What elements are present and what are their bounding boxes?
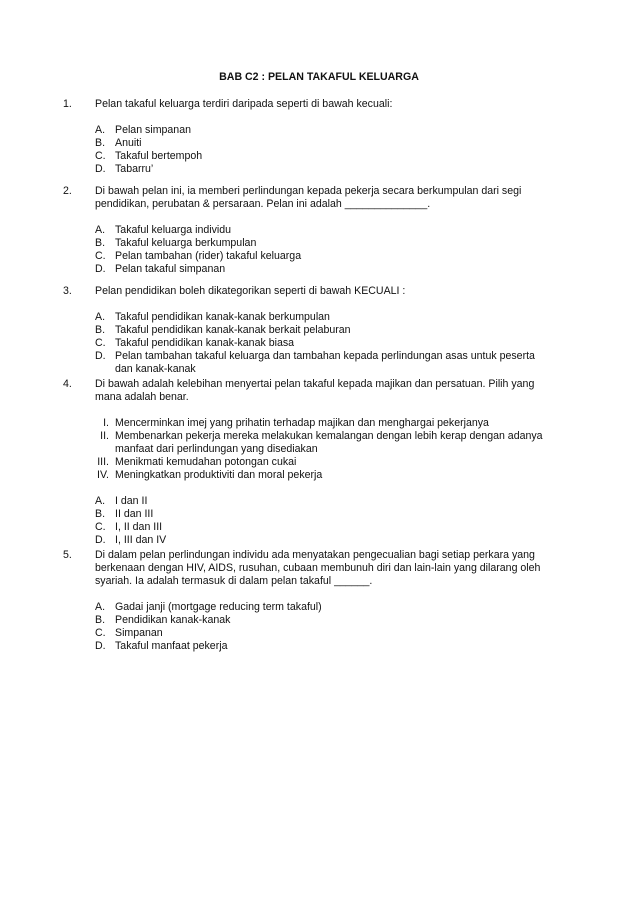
statement-text: Membenarkan pekerja mereka melakukan kemalangan dengan lebih kerap dengan adanya manfaat dari perlindungan yang disediakan: [115, 430, 543, 455]
option-a: [95, 495, 553, 508]
option-letter: A.: [95, 224, 106, 236]
question-number: 2.: [63, 185, 72, 197]
option-letter: C.: [95, 150, 106, 162]
option-d: [95, 350, 553, 376]
statement-ii: [95, 430, 553, 456]
option-text: Pelan tambahan (rider) takaful keluarga: [115, 250, 302, 262]
question-4: [63, 378, 553, 547]
option-text: I dan II: [115, 495, 148, 507]
option-list: [95, 311, 553, 376]
document-title: BAB C2 : PELAN TAKAFUL KELUARGA: [219, 71, 419, 83]
option-a: [95, 224, 553, 237]
option-letter: B.: [95, 508, 106, 520]
option-text: Tabarru’: [115, 163, 154, 175]
option-letter: A.: [95, 124, 106, 136]
option-list: [95, 495, 553, 547]
question-number: 5.: [63, 549, 72, 561]
option-text: Gadai janji (mortgage reducing term takaful): [115, 601, 322, 613]
option-list: [95, 124, 553, 176]
option-text: Pelan simpanan: [115, 124, 191, 136]
option-text: Takaful keluarga berkumpulan: [115, 237, 257, 249]
option-letter: B.: [95, 137, 106, 149]
option-d: [95, 263, 553, 276]
statement-text: Meningkatkan produktiviti dan moral pekerja: [115, 469, 323, 481]
question-2: [63, 185, 553, 276]
option-text: Takaful bertempoh: [115, 150, 203, 162]
option-c: [95, 627, 553, 640]
option-a: [95, 124, 553, 137]
option-letter: D.: [95, 640, 106, 652]
option-b: [95, 508, 553, 521]
question-text: Pelan takaful keluarga terdiri daripada seperti di bawah kecuali:: [95, 98, 393, 110]
option-text: Takaful keluarga individu: [115, 224, 232, 236]
option-d: [95, 163, 553, 176]
option-list: [95, 601, 553, 653]
statement-i: [95, 417, 553, 430]
option-letter: C.: [95, 521, 106, 533]
statement-list: [95, 417, 553, 482]
option-d: [95, 640, 553, 653]
option-letter: B.: [95, 237, 106, 249]
question-number: 4.: [63, 378, 72, 390]
statement-text: Mencerminkan imej yang prihatin terhadap majikan dan menghargai pekerjanya: [115, 417, 489, 429]
question-text: Pelan pendidikan boleh dikategorikan seperti di bawah KECUALI :: [95, 285, 406, 297]
option-letter: B.: [95, 614, 106, 626]
option-letter: D.: [95, 534, 106, 546]
option-letter: C.: [95, 627, 106, 639]
option-text: Takaful pendidikan kanak-kanak biasa: [115, 337, 295, 349]
option-text: II dan III: [115, 508, 154, 520]
statement-numeral: I.: [103, 417, 109, 429]
option-letter: D.: [95, 263, 106, 275]
option-text: I, II dan III: [115, 521, 163, 533]
option-b: [95, 137, 553, 150]
question-text: Di bawah adalah kelebihan menyertai pelan takaful kepada majikan dan persatuan. Pilih yang mana adalah benar.: [95, 378, 535, 403]
question-1: [63, 98, 553, 176]
option-text: Takaful pendidikan kanak-kanak berkait pelaburan: [115, 324, 351, 336]
option-d: [95, 534, 553, 547]
question-5: [63, 549, 553, 653]
option-text: I, III dan IV: [115, 534, 167, 546]
question-number: 3.: [63, 285, 72, 297]
option-text: Simpanan: [115, 627, 163, 639]
option-text: Takaful pendidikan kanak-kanak berkumpulan: [115, 311, 330, 323]
option-text: Anuiti: [115, 137, 142, 149]
option-b: [95, 324, 553, 337]
option-c: [95, 250, 553, 263]
option-letter: B.: [95, 324, 106, 336]
question-3: [63, 285, 553, 376]
question-text: Di dalam pelan perlindungan individu ada menyatakan pengecualian bagi setiap perkara yang berkenaan dengan HIV, AIDS, rusuhan, cubaan membunuh diri dan lain-lain yang dilarang oleh syariah. Ia adalah termasuk di dalam pelan takaful ______.: [95, 549, 541, 587]
option-text: Pelan takaful simpanan: [115, 263, 226, 275]
statement-iv: [95, 469, 553, 482]
option-text: Pelan tambahan takaful keluarga dan tambahan kepada perlindungan asas untuk peserta dan kanak-kanak: [115, 350, 535, 375]
question-text: Di bawah pelan ini, ia memberi perlindungan kepada pekerja secara berkumpulan dari segi pendidikan, perubatan & persaraan. Pelan ini adalah ______________.: [95, 185, 522, 210]
statement-numeral: II.: [100, 430, 109, 442]
option-c: [95, 150, 553, 163]
statement-numeral: III.: [97, 456, 109, 468]
option-c: [95, 521, 553, 534]
option-letter: A.: [95, 601, 106, 613]
option-a: [95, 311, 553, 324]
option-letter: D.: [95, 163, 106, 175]
option-a: [95, 601, 553, 614]
option-letter: D.: [95, 350, 106, 362]
question-number: 1.: [63, 98, 72, 110]
option-b: [95, 614, 553, 627]
option-text: Takaful manfaat pekerja: [115, 640, 228, 652]
option-letter: A.: [95, 311, 106, 323]
option-text: Pendidikan kanak-kanak: [115, 614, 231, 626]
option-letter: A.: [95, 495, 106, 507]
statement-text: Menikmati kemudahan potongan cukai: [115, 456, 297, 468]
option-list: [95, 224, 553, 276]
statement-numeral: IV.: [97, 469, 109, 481]
option-c: [95, 337, 553, 350]
option-b: [95, 237, 553, 250]
option-letter: C.: [95, 337, 106, 349]
option-letter: C.: [95, 250, 106, 262]
statement-iii: [95, 456, 553, 469]
